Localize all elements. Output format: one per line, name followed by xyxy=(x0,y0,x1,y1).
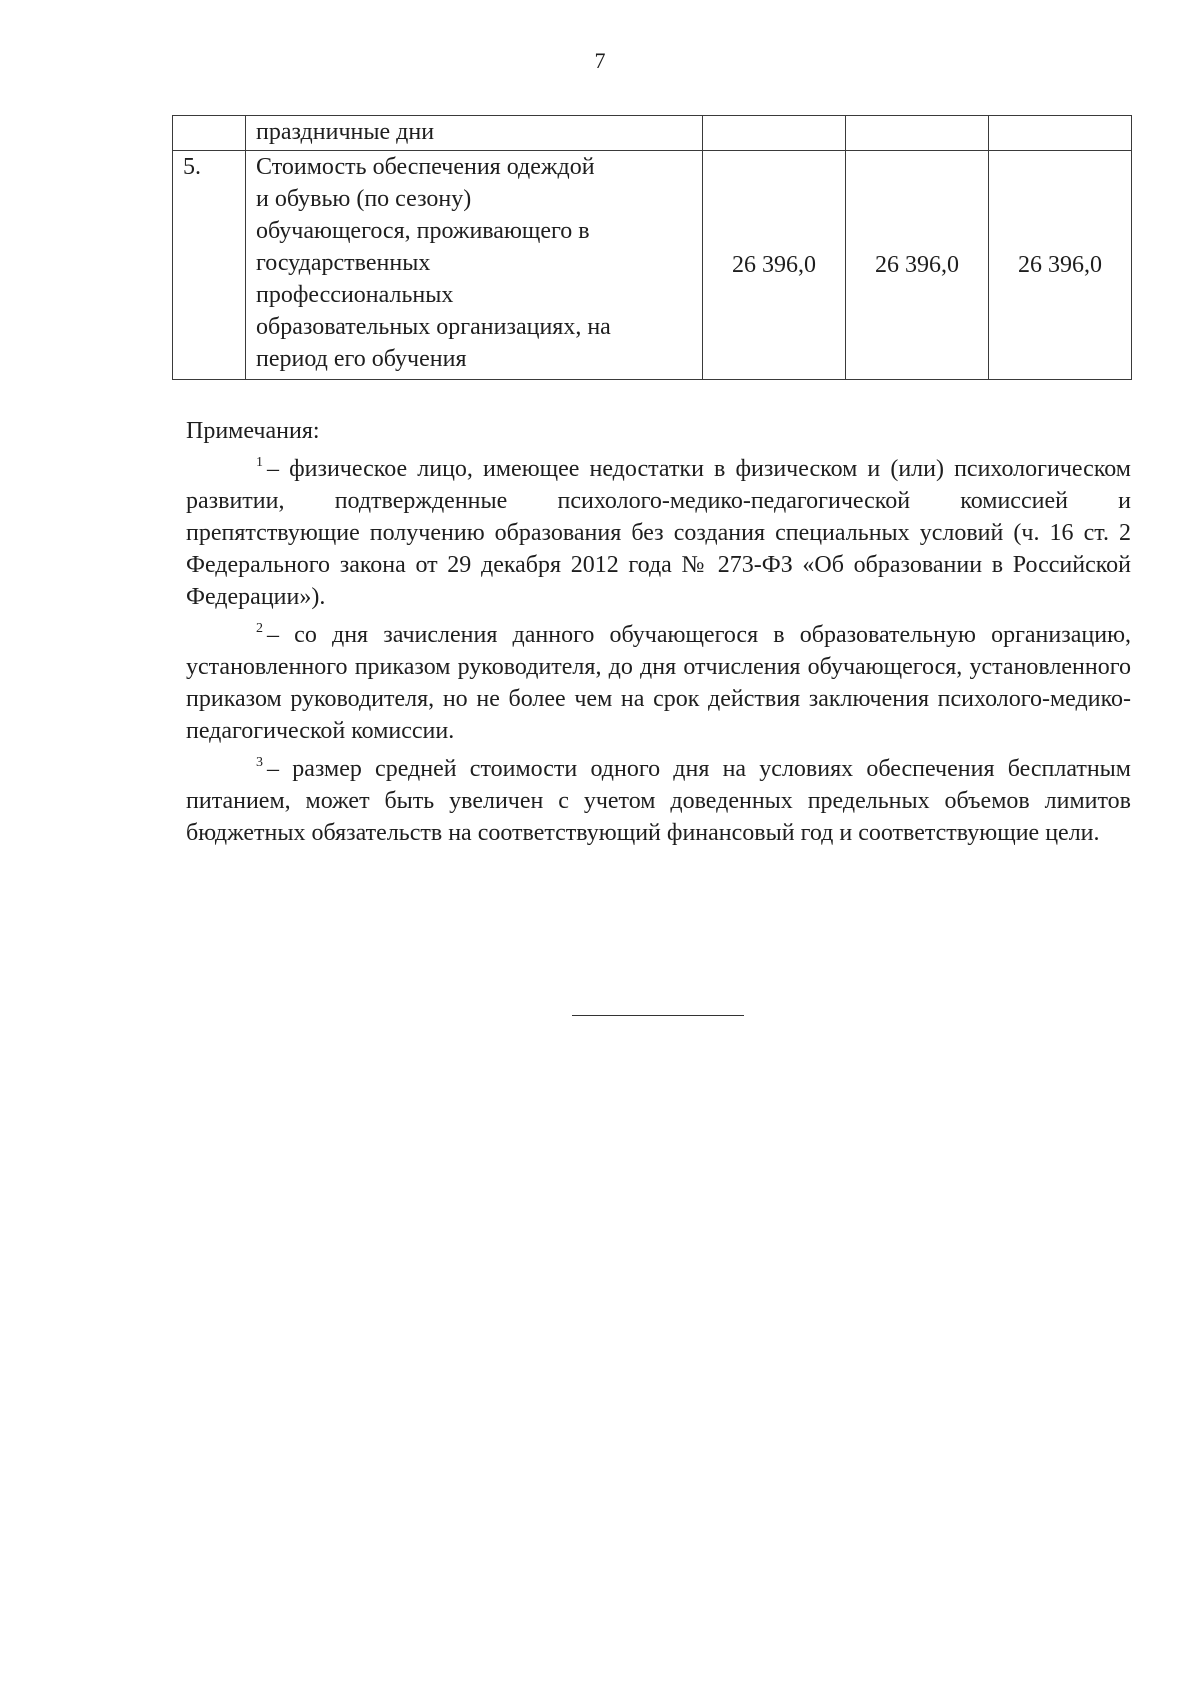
value-cell-3: 26 396,0 xyxy=(989,151,1132,380)
note-item xyxy=(186,613,1131,747)
description-line: государственных xyxy=(256,250,431,276)
value-cell-3 xyxy=(989,116,1132,151)
note-text: – со дня зачисления данного обучающегося в образовательную организацию, установленного приказом руководителя, до дня отчисления обучающегося, установленного приказом руководителя, но не более чем на срок действия заключения психолого-медико-педагогической комиссии. xyxy=(186,622,1131,744)
footnote-mark: 3 xyxy=(256,755,263,770)
description-line: образовательных организациях, на xyxy=(256,314,611,340)
description-line: и обувью (по сезону) xyxy=(256,186,472,212)
description-line: профессиональных xyxy=(256,282,454,308)
row-number-cell xyxy=(173,116,246,151)
description-line: обучающегося, проживающего в xyxy=(256,218,590,244)
value-cell-2 xyxy=(846,116,989,151)
notes-title: Примечания: xyxy=(186,418,320,444)
note-text: – размер средней стоимости одного дня на условиях обеспечения бесплатным питанием, может быть увеличен с учетом доведенных предельных объемов лимитов бюджетных обязательств на соответствующий финансовый год и соответствующие цели. xyxy=(186,756,1131,846)
end-divider xyxy=(572,1015,744,1016)
row-description-cell xyxy=(246,151,703,380)
cost-table xyxy=(172,115,1132,380)
note-item xyxy=(186,747,1131,849)
notes-section xyxy=(186,415,1131,849)
table-row xyxy=(173,151,1132,380)
row-description-cell xyxy=(246,116,703,151)
table-row xyxy=(173,116,1132,151)
description-line: Стоимость обеспечения одеждой xyxy=(256,154,595,180)
value-cell-1 xyxy=(703,116,846,151)
footnote-mark: 2 xyxy=(256,621,263,636)
value-cell-2: 26 396,0 xyxy=(846,151,989,380)
row-number-cell: 5. xyxy=(173,151,246,380)
note-text: – физическое лицо, имеющее недостатки в физическом и (или) психологическом развитии, подтвержденные психолого-медико-педагогической комиссией и препятствующие получению образования без создания специальных условий (ч. 16 ст. 2 Федерального закона от 29 декабря 2012 года № 273-ФЗ «Об образовании в Российской Федерации»). xyxy=(186,456,1131,610)
page-number: 7 xyxy=(594,48,606,73)
value-cell-1: 26 396,0 xyxy=(703,151,846,380)
note-item xyxy=(186,447,1131,613)
description-line: период его обучения xyxy=(256,346,467,372)
description-line: праздничные дни xyxy=(256,119,435,145)
footnote-mark: 1 xyxy=(256,455,263,470)
